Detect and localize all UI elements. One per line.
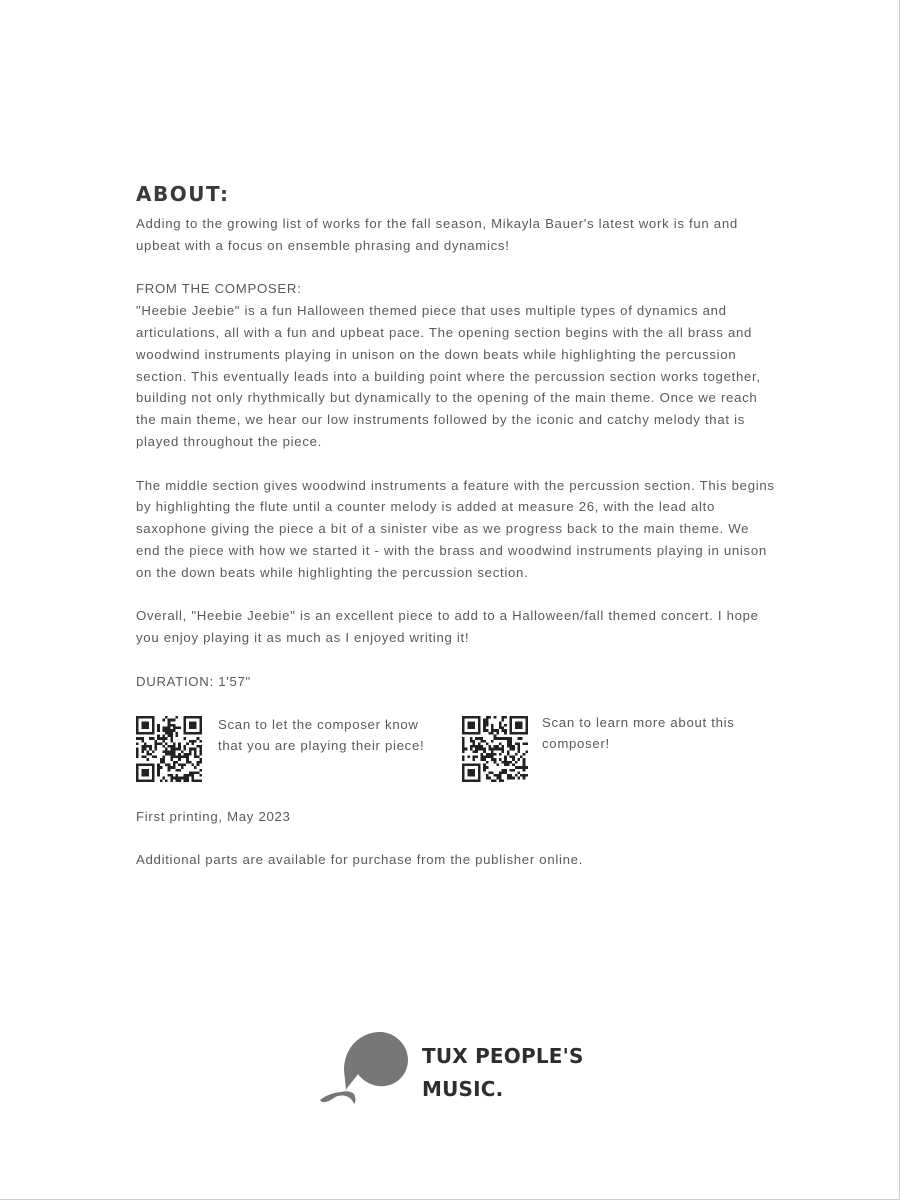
qr-caption: Scan to let the composer know that you are playing their piece! — [218, 716, 425, 754]
composer-paragraph-1: "Heebie Jeebie" is a fun Halloween themed piece that uses multiple types of dynamics and articulations, all with a fun and upbeat pace. The opening section begins with the all brass and woodwind instruments playing in unison on the down beats while highlighting the percussion section. This eventually leads into a building point where the percussion section works together, building not only rhythmically but dynamically to the opening of the main theme. Once we reach the main theme, we hear our low instruments followed by the iconic and catchy melody that is played throughout the piece. — [136, 303, 761, 449]
content-column — [136, 180, 776, 871]
qr-caption: Scan to learn more about this composer! — [542, 714, 735, 752]
qr-row — [136, 714, 776, 784]
publisher-logo — [318, 1030, 598, 1110]
about-text: Adding to the growing list of works for the fall season, Mikayla Bauer's latest work is fun and upbeat with a focus on ensemble phrasing and dynamics! — [136, 216, 738, 253]
printing-note: First printing, May 2023 — [136, 808, 291, 824]
logo-wordmark — [422, 1040, 584, 1106]
about-heading: ABOUT: — [136, 182, 230, 206]
speech-bubble-icon — [318, 1030, 418, 1110]
additional-parts-note: Additional parts are available for purchase from the publisher online. — [136, 852, 584, 868]
composer-heading: FROM THE COMPOSER: — [136, 281, 302, 297]
logo-line-2: MUSIC. — [422, 1077, 504, 1101]
qr-code-icon[interactable] — [136, 716, 202, 782]
duration: DURATION: 1'57" — [136, 673, 251, 689]
composer-paragraph-2: The middle section gives woodwind instruments a feature with the percussion section. This begins by highlighting the flute until a counter melody is added at measure 26, with the lead alto saxophone giving the piece a bit of a sinister vibe as we progress back to the main theme. We end the piece with how we started it - with the brass and woodwind instruments playing in unison on the down beats while highlighting the percussion section. — [136, 477, 775, 580]
composer-paragraph-3: Overall, "Heebie Jeebie" is an excellent piece to add to a Halloween/fall themed concert. I hope you enjoy playing it as much as I enjoyed writing it! — [136, 608, 759, 646]
logo-line-1: TUX PEOPLE'S — [422, 1044, 584, 1068]
qr-code-icon[interactable] — [462, 716, 528, 782]
